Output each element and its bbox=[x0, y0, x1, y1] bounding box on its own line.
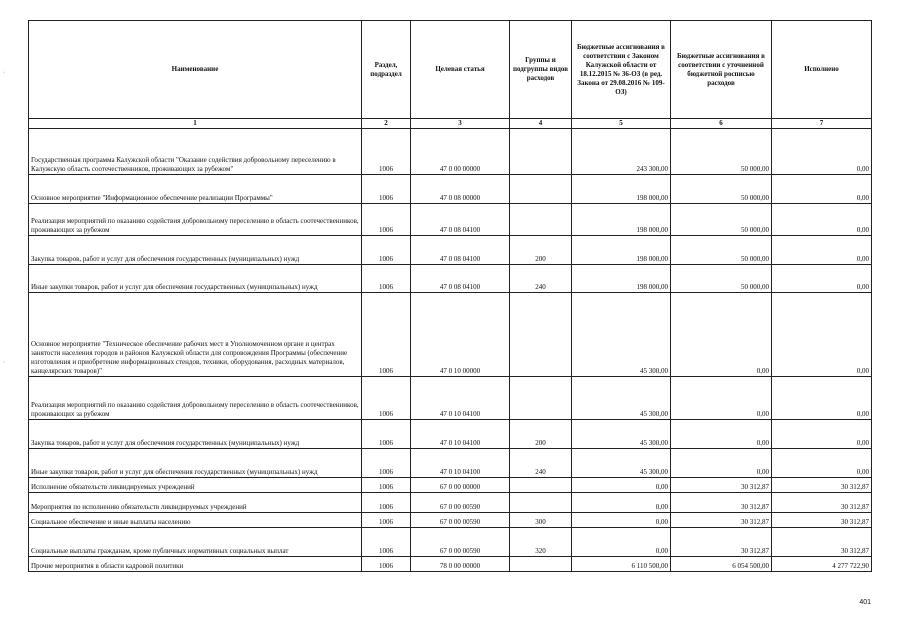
row-budget-refined: 30 312,87 bbox=[671, 493, 772, 513]
row-budget-law: 0,00 bbox=[572, 528, 671, 557]
row-name: Социальное обеспечение и иные выплаты населению bbox=[29, 513, 362, 528]
row-group bbox=[510, 377, 572, 420]
row-group bbox=[510, 175, 572, 204]
row-section: 1006 bbox=[362, 236, 411, 265]
page-number: 401 bbox=[859, 599, 871, 606]
row-section: 1006 bbox=[362, 528, 411, 557]
row-name: Прочие мероприятия в области кадровой политики bbox=[29, 557, 362, 572]
row-group bbox=[510, 478, 572, 493]
row-name: Закупка товаров, работ и услуг для обеспечения государственных (муниципальных) нужд bbox=[29, 236, 362, 265]
row-executed: 0,00 bbox=[772, 377, 872, 420]
row-section: 1006 bbox=[362, 557, 411, 572]
table-row bbox=[29, 420, 872, 449]
row-group bbox=[510, 129, 572, 175]
row-budget-law: 198 000,00 bbox=[572, 236, 671, 265]
row-budget-law: 0,00 bbox=[572, 493, 671, 513]
row-executed: 0,00 bbox=[772, 204, 872, 236]
row-target: 47 0 08 04100 bbox=[411, 236, 510, 265]
table-row bbox=[29, 265, 872, 293]
row-target: 47 0 08 04100 bbox=[411, 204, 510, 236]
table-row bbox=[29, 236, 872, 265]
row-budget-refined: 0,00 bbox=[671, 420, 772, 449]
row-executed: 0,00 bbox=[772, 175, 872, 204]
row-budget-law: 243 300,00 bbox=[572, 129, 671, 175]
row-group bbox=[510, 493, 572, 513]
column-number: 6 bbox=[671, 119, 772, 129]
row-name: Исполнение обязательств ликвидируемых учреждений bbox=[29, 478, 362, 493]
header-section: Раздел, подраздел bbox=[362, 21, 411, 119]
row-executed: 0,00 bbox=[772, 449, 872, 478]
table-row bbox=[29, 513, 872, 528]
row-budget-law: 45 300,00 bbox=[572, 449, 671, 478]
row-budget-law: 45 300,00 bbox=[572, 377, 671, 420]
row-budget-law: 198 000,00 bbox=[572, 175, 671, 204]
column-number-row bbox=[29, 119, 872, 129]
row-section: 1006 bbox=[362, 377, 411, 420]
table-row bbox=[29, 293, 872, 377]
row-name: Реализация мероприятий по оказанию содействия добровольному переселению в область соотечественников, проживающих за рубежом bbox=[29, 204, 362, 236]
row-group: 240 bbox=[510, 449, 572, 478]
row-group bbox=[510, 204, 572, 236]
table-row bbox=[29, 557, 872, 572]
row-target: 47 0 08 00000 bbox=[411, 175, 510, 204]
row-group: 240 bbox=[510, 265, 572, 293]
row-group: 300 bbox=[510, 513, 572, 528]
row-target: 67 0 00 00590 bbox=[411, 513, 510, 528]
table-row bbox=[29, 493, 872, 513]
row-target: 47 0 10 04100 bbox=[411, 377, 510, 420]
budget-table-sheet bbox=[28, 20, 871, 572]
row-executed: 30 312,87 bbox=[772, 513, 872, 528]
row-name: Основное мероприятие "Техническое обеспечение рабочих мест в Уполномоченном органе и центрах занятости населения городов и районов Калужской области для сопровождения Программы (обеспечение изготовления и приобретение информационных стендов, техники, оборудования, расходных материалов, канцелярских товаров)" bbox=[29, 293, 362, 377]
row-name: Иные закупки товаров, работ и услуг для обеспечения государственных (муниципальных) нужд bbox=[29, 449, 362, 478]
row-budget-refined: 50 000,00 bbox=[671, 204, 772, 236]
row-name: Закупка товаров, работ и услуг для обеспечения государственных (муниципальных) нужд bbox=[29, 420, 362, 449]
row-budget-law: 45 300,00 bbox=[572, 293, 671, 377]
row-target: 78 0 00 00000 bbox=[411, 557, 510, 572]
row-section: 1006 bbox=[362, 513, 411, 528]
column-number: 5 bbox=[572, 119, 671, 129]
row-executed: 30 312,87 bbox=[772, 478, 872, 493]
row-budget-refined: 30 312,87 bbox=[671, 478, 772, 493]
header-row bbox=[29, 21, 872, 119]
row-name: Мероприятия по исполнению обязательств ликвидируемых учреждений bbox=[29, 493, 362, 513]
row-target: 67 0 00 00590 bbox=[411, 528, 510, 557]
column-number: 3 bbox=[411, 119, 510, 129]
header-groups: Группы и подгруппы видов расходов bbox=[510, 21, 572, 119]
row-group bbox=[510, 293, 572, 377]
row-section: 1006 bbox=[362, 293, 411, 377]
row-budget-law: 198 000,00 bbox=[572, 265, 671, 293]
row-section: 1006 bbox=[362, 129, 411, 175]
row-budget-refined: 50 000,00 bbox=[671, 129, 772, 175]
row-target: 47 0 00 00000 bbox=[411, 129, 510, 175]
row-budget-refined: 50 000,00 bbox=[671, 175, 772, 204]
row-target: 67 0 00 00590 bbox=[411, 493, 510, 513]
row-executed: 0,00 bbox=[772, 236, 872, 265]
row-budget-refined: 50 000,00 bbox=[671, 265, 772, 293]
row-target: 47 0 10 04100 bbox=[411, 420, 510, 449]
table-row bbox=[29, 528, 872, 557]
budget-table bbox=[28, 20, 872, 572]
table-row bbox=[29, 204, 872, 236]
row-target: 67 0 00 00000 bbox=[411, 478, 510, 493]
row-budget-law: 6 110 500,00 bbox=[572, 557, 671, 572]
table-row bbox=[29, 478, 872, 493]
row-section: 1006 bbox=[362, 478, 411, 493]
row-section: 1006 bbox=[362, 175, 411, 204]
table-row bbox=[29, 449, 872, 478]
table-row bbox=[29, 377, 872, 420]
row-executed: 30 312,87 bbox=[772, 493, 872, 513]
row-budget-law: 0,00 bbox=[572, 478, 671, 493]
row-budget-refined: 50 000,00 bbox=[671, 236, 772, 265]
row-budget-refined: 6 054 500,00 bbox=[671, 557, 772, 572]
row-budget-law: 0,00 bbox=[572, 513, 671, 528]
row-name: Основное мероприятие "Информационное обеспечение реализации Программы" bbox=[29, 175, 362, 204]
header-budget-law: Бюджетные ассигнования в соответствии с Законом Калужской области от 18.12.2015 № 36-ОЗ (в ред. Закона от 29.08.2016 № 109-ОЗ) bbox=[572, 21, 671, 119]
row-executed: 0,00 bbox=[772, 420, 872, 449]
row-group: 320 bbox=[510, 528, 572, 557]
header-budget-refined: Бюджетные ассигнования в соответствии с уточненной бюджетной росписью расходов bbox=[671, 21, 772, 119]
row-section: 1006 bbox=[362, 265, 411, 293]
row-group bbox=[510, 557, 572, 572]
row-target: 47 0 08 04100 bbox=[411, 265, 510, 293]
header-executed: Исполнено bbox=[772, 21, 872, 119]
row-target: 47 0 10 04100 bbox=[411, 449, 510, 478]
row-budget-refined: 0,00 bbox=[671, 293, 772, 377]
row-executed: 4 277 722,90 bbox=[772, 557, 872, 572]
row-budget-refined: 30 312,87 bbox=[671, 513, 772, 528]
row-target: 47 0 10 00000 bbox=[411, 293, 510, 377]
column-number: 7 bbox=[772, 119, 872, 129]
column-number: 2 bbox=[362, 119, 411, 129]
row-budget-refined: 0,00 bbox=[671, 449, 772, 478]
row-group: 200 bbox=[510, 236, 572, 265]
row-section: 1006 bbox=[362, 493, 411, 513]
scan-margin-mark: · bbox=[3, 360, 5, 366]
row-executed: 0,00 bbox=[772, 265, 872, 293]
row-name: Реализация мероприятий по оказанию содействия добровольному переселению в область соотечественников, проживающих за рубежом bbox=[29, 377, 362, 420]
table-row bbox=[29, 175, 872, 204]
table-row bbox=[29, 129, 872, 175]
row-group: 200 bbox=[510, 420, 572, 449]
row-budget-refined: 0,00 bbox=[671, 377, 772, 420]
row-section: 1006 bbox=[362, 204, 411, 236]
row-budget-law: 198 000,00 bbox=[572, 204, 671, 236]
row-executed: 0,00 bbox=[772, 129, 872, 175]
row-name: Иные закупки товаров, работ и услуг для обеспечения государственных (муниципальных) нужд bbox=[29, 265, 362, 293]
header-name: Наименование bbox=[29, 21, 362, 119]
row-name: Социальные выплаты гражданам, кроме публичных нормативных социальных выплат bbox=[29, 528, 362, 557]
column-number: 1 bbox=[29, 119, 362, 129]
row-executed: 30 312,87 bbox=[772, 528, 872, 557]
row-name: Государственная программа Калужской области "Оказание содействия добровольному переселению в Калужскую область соотечественников, проживающих за рубежом" bbox=[29, 129, 362, 175]
row-budget-law: 45 300,00 bbox=[572, 420, 671, 449]
row-budget-refined: 30 312,87 bbox=[671, 528, 772, 557]
row-executed: 0,00 bbox=[772, 293, 872, 377]
header-target: Целевая статья bbox=[411, 21, 510, 119]
row-section: 1006 bbox=[362, 420, 411, 449]
row-section: 1006 bbox=[362, 449, 411, 478]
scan-margin-mark: · bbox=[3, 70, 5, 76]
column-number: 4 bbox=[510, 119, 572, 129]
